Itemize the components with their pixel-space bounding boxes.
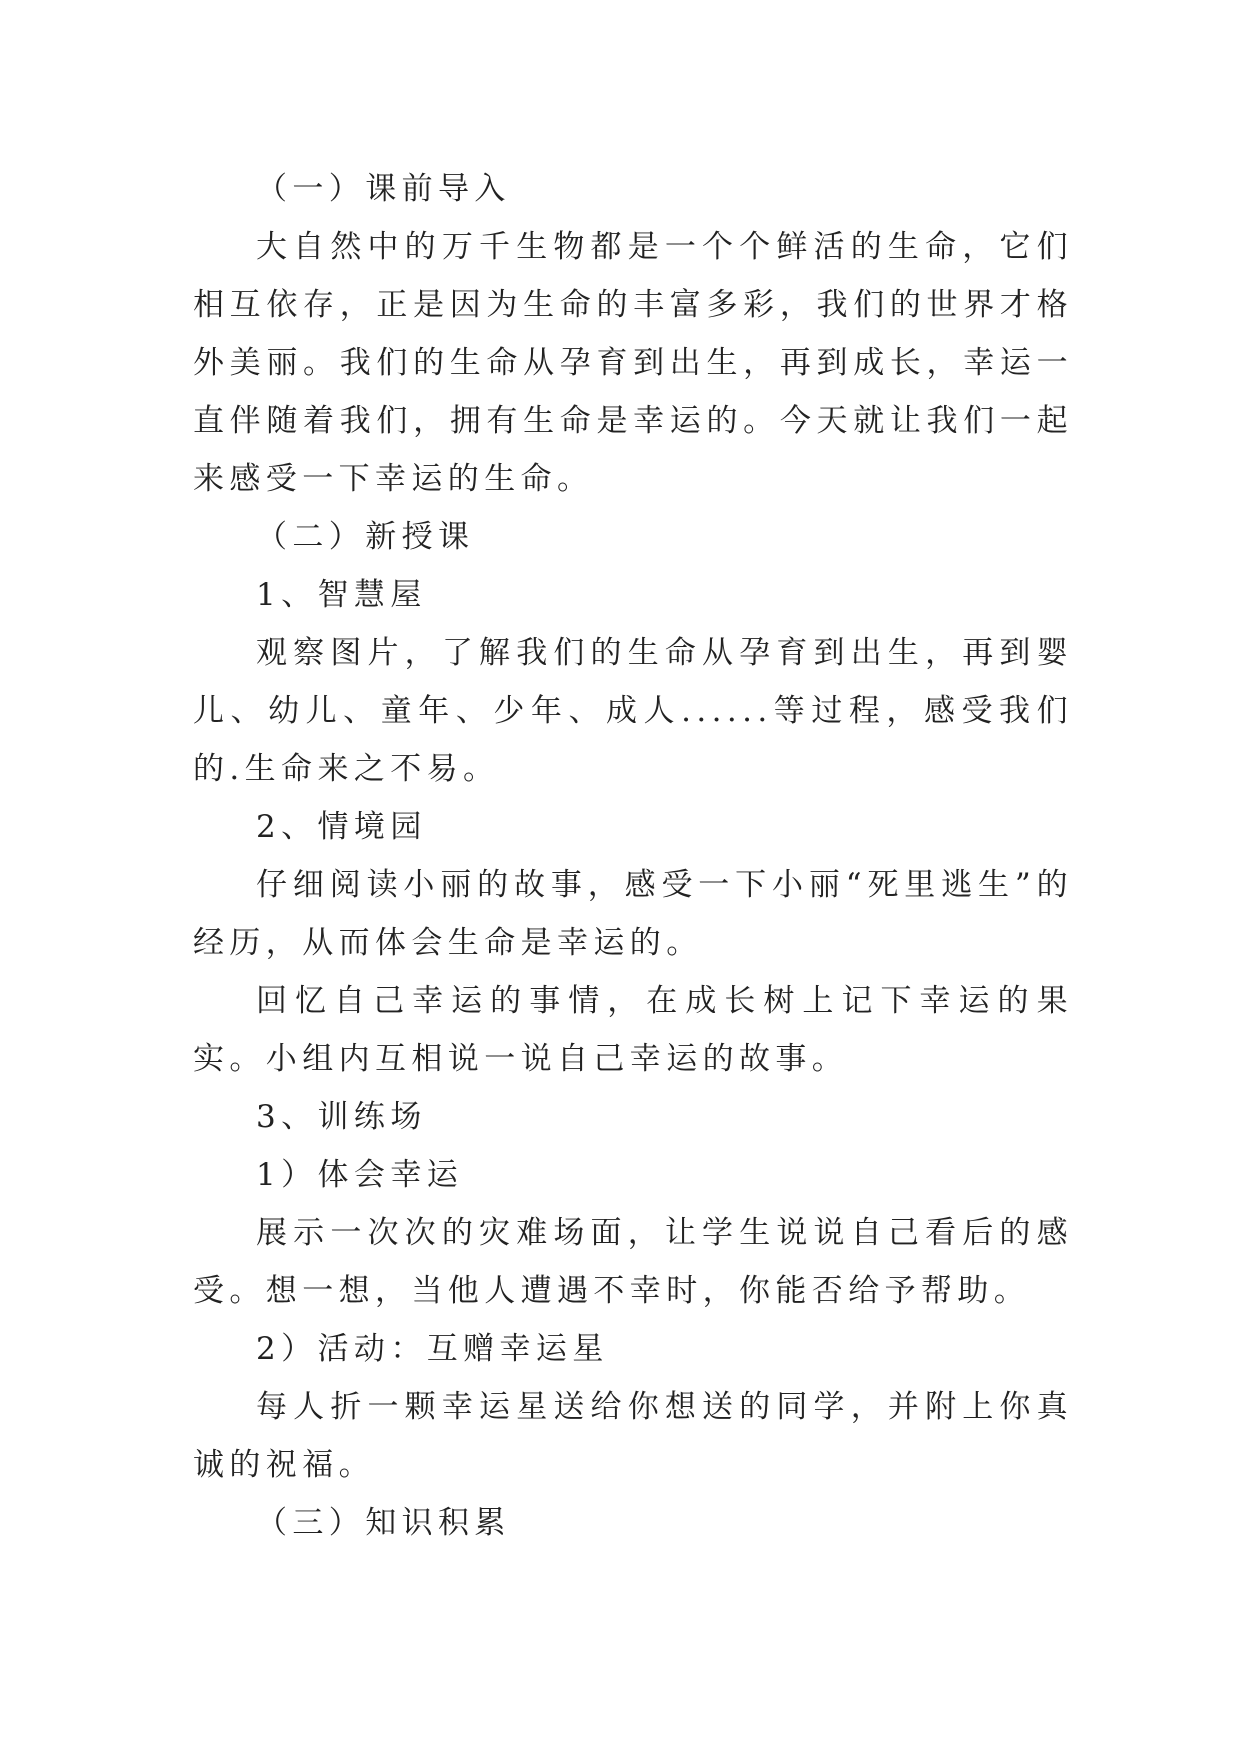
subheading-training-ground: 3、训练场 [256, 1099, 427, 1135]
section-heading-knowledge: （三）知识积累 [256, 1505, 511, 1541]
paragraph-intro: 大自然中的万千生物都是一个个鲜活的生命，它们相互依存，正是因为生命的丰富多彩，我们的世界才格外美丽。我们的生命从孕育到出生，再到成长，幸运一直伴随着我们，拥有生命是幸运的。今天就让我们一起来感受一下幸运的生命。 [193, 229, 1073, 497]
subheading-wisdom-house: 1、智慧屋 [256, 577, 427, 613]
section-heading-intro: （一）课前导入 [256, 171, 511, 207]
subheading-feel-luck: 1）体会幸运 [256, 1157, 464, 1193]
document-page [193, 160, 1073, 1552]
paragraph-feel-luck: 展示一次次的灾难场面，让学生说说自己看后的感受。想一想，当他人遭遇不幸时，你能否给予帮助。 [193, 1215, 1073, 1309]
paragraph-scenario-story: 仔细阅读小丽的故事，感受一下小丽“死里逃生”的经历，从而体会生命是幸运的。 [193, 867, 1073, 961]
paragraph-wisdom-house: 观察图片，了解我们的生命从孕育到出生，再到婴儿、幼儿、童年、少年、成人......等过程，感受我们的.生命来之不易。 [193, 635, 1073, 787]
section-heading-new-lesson: （二）新授课 [256, 519, 475, 555]
subheading-lucky-star-activity: 2）活动：互赠幸运星 [256, 1331, 609, 1367]
subheading-scenario-garden: 2、情境园 [256, 809, 427, 845]
paragraph-scenario-recall: 回忆自己幸运的事情，在成长树上记下幸运的果实。小组内互相说一说自己幸运的故事。 [193, 983, 1073, 1077]
paragraph-lucky-star-activity: 每人折一颗幸运星送给你想送的同学，并附上你真诚的祝福。 [193, 1389, 1073, 1483]
